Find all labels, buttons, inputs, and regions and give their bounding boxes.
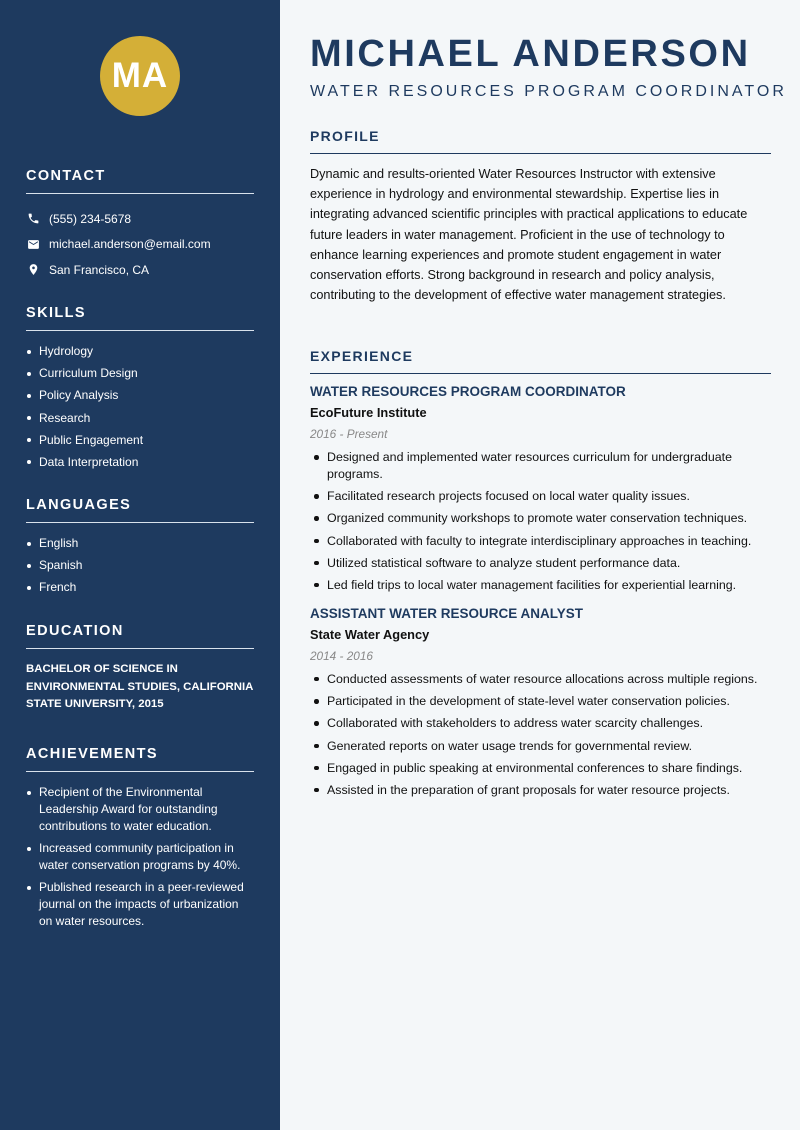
job-bullet: Generated reports on water usage trends for governmental review. xyxy=(310,738,771,755)
job-headline: WATER RESOURCES PROGRAM COORDINATOR xyxy=(310,83,787,100)
achievements-heading: ACHIEVEMENTS xyxy=(26,746,254,772)
location-pin-icon xyxy=(26,263,40,277)
achievements-section xyxy=(26,746,254,935)
job-dates: 2014 - 2016 xyxy=(310,648,373,663)
email-text: michael.anderson@email.com xyxy=(49,237,211,252)
email-icon xyxy=(26,237,40,251)
language-item: Spanish xyxy=(26,557,254,574)
contact-heading: CONTACT xyxy=(26,168,254,194)
contact-section xyxy=(26,168,254,283)
phone-icon xyxy=(26,212,40,226)
job-entry xyxy=(310,606,771,799)
job-bullet: Engaged in public speaking at environmental conferences to share findings. xyxy=(310,760,771,777)
job-bullet: Conducted assessments of water resource allocations across multiple regions. xyxy=(310,671,771,688)
language-item: French xyxy=(26,579,254,596)
job-bullets xyxy=(310,449,771,594)
job-bullet: Led field trips to local water management facilities for experiential learning. xyxy=(310,577,771,594)
profile-section xyxy=(310,128,771,305)
profile-text: Dynamic and results-oriented Water Resources Instructor with extensive experience in hydrology and environmental stewardship. Expertise lies in integrating advanced scientific principles with practical applications to educate future leaders in water management. Proficient in the use of technology to enhance learning experiences and promote student engagement in water conservation efforts. Strong background in research and policy analysis, contributing to the development of effective water management strategies. xyxy=(310,167,748,303)
language-item: English xyxy=(26,535,254,552)
job-bullet: Collaborated with faculty to integrate interdisciplinary approaches in teaching. xyxy=(310,533,771,550)
candidate-name: MICHAEL ANDERSON xyxy=(310,33,751,75)
job-title: WATER RESOURCES PROGRAM COORDINATOR xyxy=(310,384,626,399)
skills-list xyxy=(26,343,254,471)
location-text: San Francisco, CA xyxy=(49,262,150,277)
job-entry xyxy=(310,384,771,594)
phone-text: (555) 234-5678 xyxy=(49,211,132,226)
languages-section xyxy=(26,497,254,602)
skill-item: Research xyxy=(26,410,254,427)
achievement-item: Increased community participation in water conservation programs by 40%. xyxy=(26,840,254,874)
job-company: State Water Agency xyxy=(310,626,430,642)
job-title: ASSISTANT WATER RESOURCE ANALYST xyxy=(310,605,584,621)
education-heading: EDUCATION xyxy=(26,623,254,649)
sidebar xyxy=(0,0,280,1130)
achievements-list xyxy=(26,784,254,930)
education-section xyxy=(26,623,254,714)
job-bullet: Organized community workshops to promote water conservation techniques. xyxy=(310,510,771,527)
achievement-item: Published research in a peer-reviewed journal on the impacts of urbanization on water resources. xyxy=(26,879,254,930)
skill-item: Curriculum Design xyxy=(26,365,254,382)
skills-section xyxy=(26,305,254,476)
skill-item: Hydrology xyxy=(26,343,254,360)
skills-heading: SKILLS xyxy=(26,305,254,331)
contact-phone xyxy=(26,206,254,232)
languages-heading: LANGUAGES xyxy=(26,497,254,523)
education-degree: BACHELOR OF SCIENCE IN ENVIRONMENTAL STUDIES, CALIFORNIA STATE UNIVERSITY, 2015 xyxy=(26,663,253,710)
job-company: EcoFuture Institute xyxy=(310,405,427,420)
skill-item: Public Engagement xyxy=(26,432,254,449)
experience-heading: EXPERIENCE xyxy=(310,348,771,374)
profile-heading: PROFILE xyxy=(310,128,771,154)
languages-list xyxy=(26,535,254,596)
contact-email xyxy=(26,232,254,258)
job-bullet: Collaborated with stakeholders to address water scarcity challenges. xyxy=(310,715,771,732)
skill-item: Data Interpretation xyxy=(26,454,254,471)
experience-section xyxy=(310,348,771,804)
job-dates: 2016 - Present xyxy=(310,427,388,441)
avatar: MA xyxy=(100,36,180,116)
skill-item: Policy Analysis xyxy=(26,387,254,404)
job-bullet: Utilized statistical software to analyze student performance data. xyxy=(310,555,771,572)
contact-location xyxy=(26,257,254,283)
job-bullets xyxy=(310,671,771,799)
job-bullet: Designed and implemented water resources curriculum for undergraduate programs. xyxy=(310,449,771,483)
achievement-item: Recipient of the Environmental Leadership Award for outstanding contributions to water education. xyxy=(26,784,254,835)
job-bullet: Facilitated research projects focused on local water quality issues. xyxy=(310,488,771,505)
job-bullet: Participated in the development of state-level water conservation policies. xyxy=(310,693,771,710)
job-bullet: Assisted in the preparation of grant proposals for water resource projects. xyxy=(310,782,771,799)
